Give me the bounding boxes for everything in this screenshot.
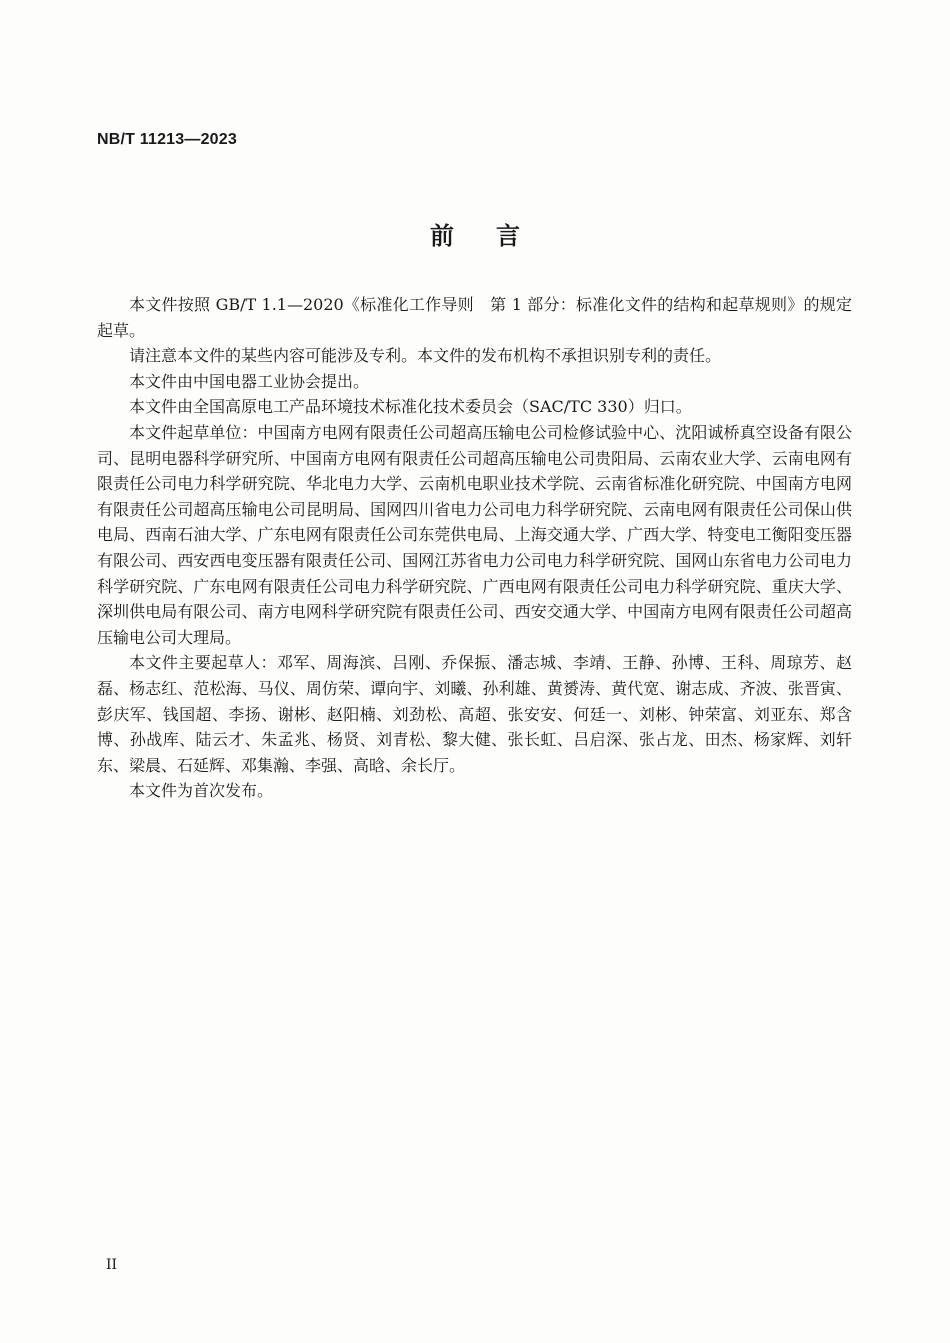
paragraph-committee: 本文件由全国高原电工产品环境技术标准化技术委员会（SAC/TC 330）归口。	[129, 397, 692, 417]
title-char-2: 言	[496, 222, 520, 250]
standard-number: NB/T 11213—2023	[97, 131, 237, 148]
page-number: II	[106, 1257, 118, 1273]
paragraph-proposer: 本文件由中国电器工业协会提出。	[129, 371, 370, 391]
paragraph-drafting-units: 本文件起草单位：中国南方电网有限责任公司超高压输电公司检修试验中心、沈阳诚桥真空设备有限公司、昆明电器科学研究所、中国南方电网有限责任公司超高压输电公司贵阳局、云南农业大学、云南电网有限责任公司电力科学研究院、华北电力大学、云南机电职业技术学院、云南省标准化研究院、中国南方电网有限责任公司超高压输电公司昆明局、国网四川省电力公司电力科学研究院、云南电网有限责任公司保山供电局、西南石油大学、广东电网有限责任公司东莞供电局、上海交通大学、广西大学、特变电工衡阳变压器有限公司、西安西电变压器有限责任公司、国网江苏省电力公司电力科学研究院、国网山东省电力公司电力科学研究院、广东电网有限责任公司电力科学研究院、广西电网有限责任公司电力科学研究院、重庆大学、深圳供电局有限公司、南方电网科学研究院有限责任公司、西安交通大学、中国南方电网有限责任公司超高压输电公司大理局。	[97, 422, 852, 647]
paragraph-drafters: 本文件主要起草人：邓军、周海滨、吕刚、乔保振、潘志城、李靖、王静、孙博、王科、周琼芳、赵磊、杨志红、范松海、马仪、周仿荣、谭向宇、刘曦、孙利雄、黄赟涛、黄代宽、谢志成、齐波、张晋寅、彭庆军、钱国超、李扬、谢彬、赵阳楠、刘劲松、高超、张安安、何廷一、刘彬、钟荣富、刘亚东、郑含博、孙战库、陆云才、朱孟兆、杨贤、刘青松、黎大健、张长虹、吕启深、张占龙、田杰、杨家辉、刘轩东、梁晨、石延辉、邓集瀚、李强、高晗、余长厅。	[97, 653, 852, 775]
paragraph-drafting-rules: 本文件按照 GB/T 1.1—2020《标准化工作导则 第 1 部分：标准化文件的结构和起草规则》的规定起草。	[97, 295, 852, 340]
paragraph-first-release: 本文件为首次发布。	[129, 781, 274, 801]
title-char-1: 前	[430, 222, 454, 250]
foreword-body	[97, 292, 852, 804]
paragraph-patent-notice: 请注意本文件的某些内容可能涉及专利。本文件的发布机构不承担识别专利的责任。	[129, 346, 722, 366]
page-title	[0, 216, 950, 251]
